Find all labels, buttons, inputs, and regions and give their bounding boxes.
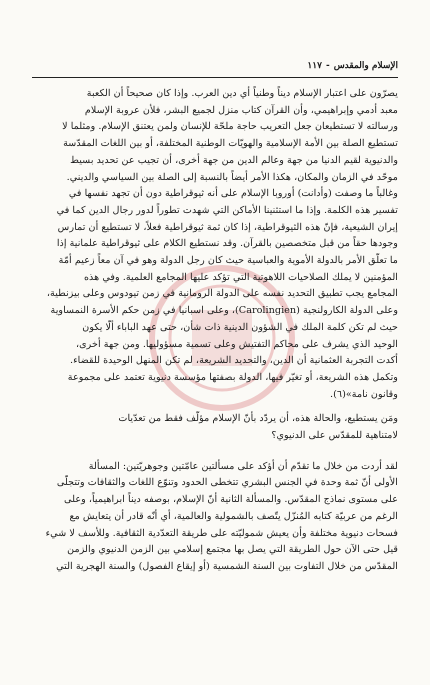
text-line: إيران الشيعية، فإنّ هذه الثيوقراطية، إذا كان ثمة ثيوقراطية فعلاً، لا تستطيع أن تمارس [57,221,398,233]
text-line: تستطيع الصلة بين الأمة الإسلامية والهويّات الوطنية المختلفة، أو بين اللغات المقدّسة [63,138,398,150]
text-line: وتكمل هذه الشريعة، أو تغيّر فيها، الدولة بصفتها مؤسسة دنيوية تعتمد على مجموعة [67,371,398,383]
paragraph-spacer [32,445,398,459]
paragraph-3 [32,459,398,576]
text-line: الوحيد الذي يشرف على محاكم التفتيش وعلى تسمية مسؤوليها. ومن جهة أخرى، [75,338,398,350]
text-line: وقانون نامة»(٦). [330,388,398,400]
text-line: والدنيوية لقيم الدنيا من جهة وعالم الدين من جهة أخرى، أن تجيب عن تحديد بسيط [70,154,398,166]
text-line: قيل حتى الآن حول الطريقة التي يصل بها مجتمع إسلامي بين الزمن الدنيوي والزمن [67,544,398,556]
header-title: الإسلام والمقدس [333,61,398,71]
text-line: وجودها حقاً من قبل متخصصين بالقرآن. وقد نستطيع الكلام على ثيوقراطية علمانية إذا [56,238,398,250]
text-line: معبد أدمي وإبراهيمي، وأن القرآن كتاب منزل لجميع البشر، فلأن عروبة الإسلام [84,104,398,116]
text-line: ما تعلّق الأمر بالدولة الأموية والعباسية حيث كان رجل الدولة وهو في آن معاً زعيم أمّة [58,255,398,267]
paragraph-1 [32,86,398,403]
paragraph-spacer [32,403,398,411]
text-line: على مستوى نماذج المقدّس. والمسألة الثانية أنّ الإسلام، بوصفه ديناً ابراهيمياً، وعلى [64,494,398,506]
text-line: يصرّون على اعتبار الإسلام ديناً وطنياً أي دين العرب. وإذا كان صحيحاً أن الكعبة [86,88,398,99]
text-line: الرغم من عربيّة كتابه المُنزّل يتّصف بالشمولية والعالمية، أي أنّه قادر أن يتعايش مع [69,510,398,522]
running-header [32,58,398,78]
text-line: المؤمنين لا يملك الصلاحيات اللاهوتية التي تؤكد عليها المجامع العلمية. وفي هذه [83,271,398,283]
text-line: الأولى أنّ ثمة وحدة في الجنس البشري تتخطى الحدود وتنوّع اللغات والثقافات وتتجلّى [56,477,398,489]
text-line: المجامع يجب تطبيق التحديد نفسه على الدولة الرومانية في زمن تيودوس وعلى بيزنطية، [46,288,398,300]
text-line: أكدت التجربة العثمانية أن الدين، والتحديد الشريعة، لم تكن المنهل الوحيدة للقضاء. [69,355,398,367]
text-line: وغالباً ما وصفت (وأدانت) أوروبا الإسلام على أنه ثيوقراطية دون أن تجهد نفسها في [68,188,398,200]
text-line: المقدّس من خلال التفاوت بين السنة الشمسية (أو إيقاع الفصول) والسنة الهجرية التي [56,560,398,572]
text-line: تفسير هذه الكلمة. وإذا ما استثنينا الأماكن التي شهدت تطوراً لدور رجال الدين كما في [56,204,398,216]
text-line: ومَن يستطيع، والحالة هذه، أن يردّد بأنّ الإسلام مؤلّف فقط من تعدّيات [118,413,398,425]
text-line: لامتناهية للمقدّس على الدنيوي؟ [271,430,398,442]
paragraph-2 [32,411,398,444]
text-line: ورسالته لا تستطيعان جعل التعريب حاجة ملحّة للإنسان ولمن يعتنق الإسلام. ومثلما لا [62,121,398,133]
header-separator: - [325,61,330,71]
body-text [32,86,398,576]
text-line: لقد أردت من خلال ما تقدّم أن أؤكد على مسألتين عامّتين وجوهريّتين: المسألة [88,460,398,472]
text-line: وعلى الدولة الكارولنجية (Carolingien)، وعلى اسبانيا في زمن حكم الأسرة النمساوية [50,305,398,317]
text-line: حيث لم تكن كلمة الملك في الشؤون الدينية ذات شأن، حتى عهد الباباء ألّا يكون [82,321,398,333]
page-number: ١١٧ [307,61,322,71]
text-line: موحّد في الزمان والمكان، هكذا الأمر أيضاً بالنسبة إلى الصلة بين السياسي والديني. [66,171,398,183]
text-line: فسحات دنيوية مختلفة وأن يعيش شموليّته على طريقة التعدّدية الثقافية. وللأسف لا شيء [45,527,398,539]
